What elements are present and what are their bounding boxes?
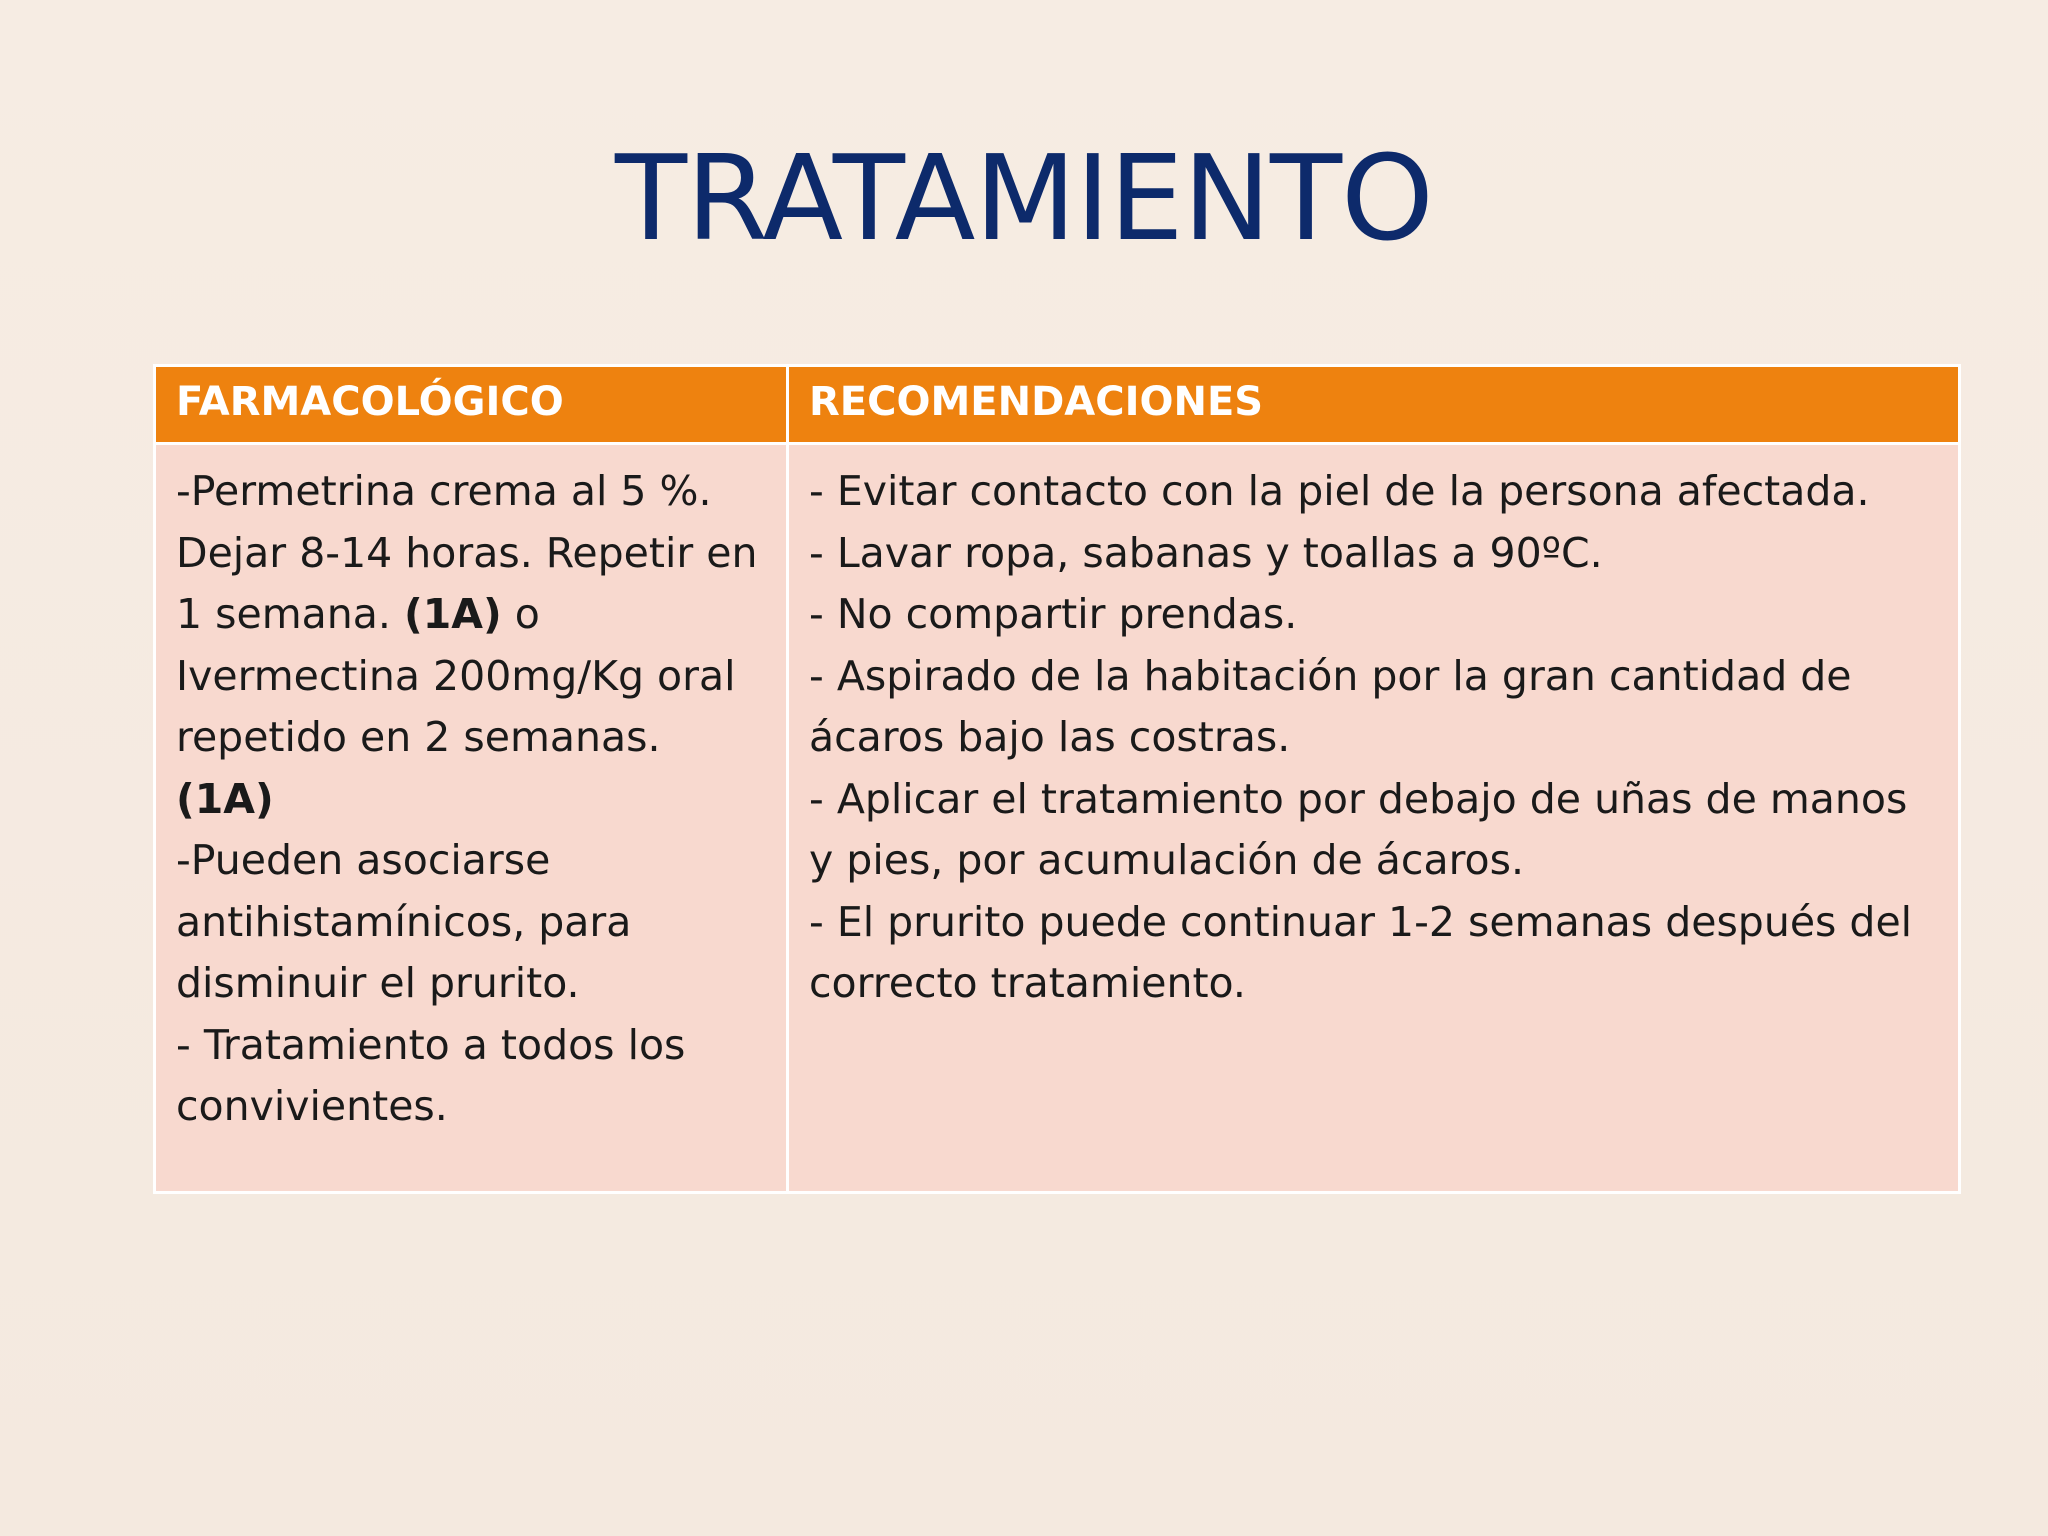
text-line: - No compartir prendas. — [809, 590, 1298, 638]
evidence-level: (1A) — [176, 774, 274, 823]
evidence-level: (1A) — [403, 590, 502, 638]
text-line: - Aplicar el tratamiento por debajo de uñas de manos — [809, 774, 1908, 823]
text-line: correcto tratamiento. — [809, 959, 1246, 1007]
text-line: disminuir el prurito. — [176, 959, 580, 1007]
text-line — [176, 584, 766, 646]
cell-recomendaciones — [788, 444, 1960, 1193]
slide-title: TRATAMIENTO — [615, 129, 1433, 267]
text-fragment: repetido en 2 semanas. — [176, 713, 661, 761]
text-line: - Lavar ropa, sabanas y toallas a 90ºC. — [809, 528, 1603, 577]
text-fragment: o — [501, 590, 540, 638]
text-line: antihistamínicos, para — [176, 897, 632, 946]
text-line: convivientes. — [176, 1082, 448, 1130]
text-line: - Evitar contacto con la piel de la persona afectada. — [809, 467, 1870, 515]
header-recomendaciones: RECOMENDACIONES — [788, 366, 1960, 444]
text-line: - Aspirado de la habitación por la gran cantidad de — [809, 651, 1852, 700]
text-line: - El prurito puede continuar 1-2 semanas después del — [809, 897, 1913, 946]
header-farmacologico: FARMACOLÓGICO — [155, 366, 788, 444]
cell-farmacologico — [155, 444, 788, 1193]
text-line: -Pueden asociarse — [176, 836, 551, 884]
text-line: ácaros bajo las costras. — [809, 713, 1291, 761]
table-row — [155, 444, 1960, 1193]
text-line — [176, 707, 766, 830]
text-line: - Tratamiento a todos los — [176, 1020, 686, 1069]
text-line: -Permetrina crema al 5 %. — [176, 467, 712, 515]
text-line: Ivermectina 200mg/Kg oral — [176, 651, 736, 700]
treatment-table — [153, 364, 1961, 1194]
text-line: Dejar 8-14 horas. Repetir en — [176, 528, 758, 577]
table-header-row — [155, 366, 1960, 444]
text-fragment: 1 semana. — [176, 590, 404, 638]
text-line: y pies, por acumulación de ácaros. — [809, 836, 1524, 884]
